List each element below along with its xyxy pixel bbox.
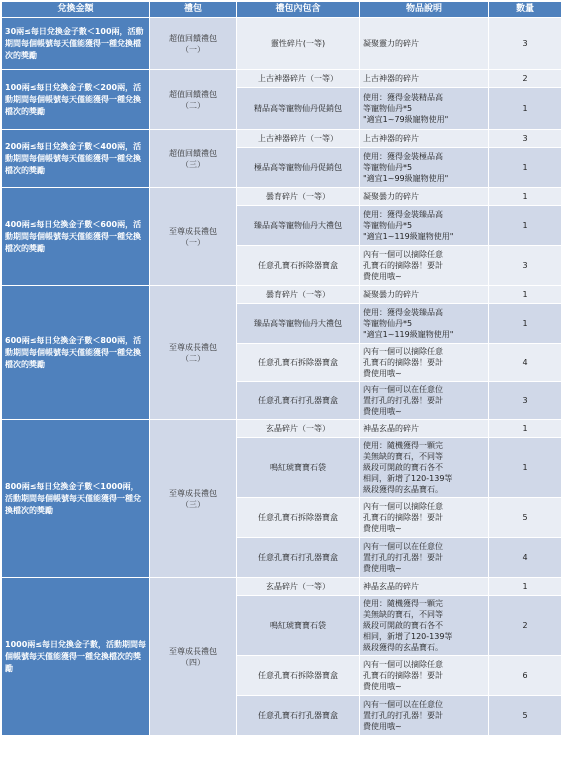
pack-name-line: （一） <box>181 237 205 247</box>
description-line: 神晶玄晶的碎片 <box>363 582 419 591</box>
item-name-cell: 曇育碎片（一等） <box>237 286 360 304</box>
tier-amount-cell: 600兩≤每日兌換金子數＜800兩，活動期間每個帳號每天僅能獲得一種兌換檔次的獎勵 <box>2 286 150 420</box>
header-quantity: 數量 <box>489 2 562 18</box>
description-line: 級段獲得的玄晶寶石。 <box>363 643 443 652</box>
pack-name-line: 至尊成長禮包 <box>169 342 217 352</box>
item-description-cell <box>360 498 489 538</box>
description-line: 級段可開啟的寶石各不 <box>363 621 443 630</box>
item-name-cell: 任意孔寶石拆除器寶盒 <box>237 656 360 696</box>
item-description-cell <box>360 148 489 188</box>
table-row <box>2 578 562 596</box>
item-description-cell <box>360 304 489 344</box>
item-name-cell: 靈性碎片(一等) <box>237 18 360 70</box>
pack-name-line: 超值回饋禮包 <box>169 89 217 99</box>
item-description-cell <box>360 438 489 498</box>
description-line: 費使用哦~ <box>363 564 402 573</box>
item-description-cell <box>360 578 489 596</box>
description-line: 置打孔的打孔器！要計 <box>363 396 443 405</box>
item-name-cell: 鳴紅琥寶寶石袋 <box>237 438 360 498</box>
item-name-cell: 任意孔寶石拆除器寶盒 <box>237 246 360 286</box>
description-line: 使用：獲得金裝臻品高 <box>363 308 443 317</box>
quantity-cell: 1 <box>489 304 562 344</box>
reward-table <box>1 1 562 736</box>
description-line: 內有一個可以在任意位 <box>363 542 443 551</box>
item-name-cell: 任意孔寶石拆除器寶盒 <box>237 344 360 382</box>
description-line: 等寵物仙丹*5 <box>363 221 413 230</box>
pack-name-line: 至尊成長禮包 <box>169 226 217 236</box>
description-line: 孔寶石的摘除器！要計 <box>363 513 443 522</box>
description-line: 置打孔的打孔器！要計 <box>363 711 443 720</box>
item-description-cell <box>360 656 489 696</box>
pack-name-line: 至尊成長禮包 <box>169 646 217 656</box>
description-line: 內有一個可以摘除任意 <box>363 250 443 259</box>
description-line: 費使用哦~ <box>363 682 402 691</box>
item-name-cell: 上古神器碎片（一等） <box>237 130 360 148</box>
quantity-cell: 6 <box>489 656 562 696</box>
item-name-cell: 任意孔寶石拆除器寶盒 <box>237 498 360 538</box>
item-description-cell <box>360 206 489 246</box>
item-description-cell <box>360 88 489 130</box>
table-row <box>2 286 562 304</box>
description-line: 上古神器的碎片 <box>363 74 419 83</box>
pack-name-line: （二） <box>181 100 205 110</box>
pack-name-line: （三） <box>181 499 205 509</box>
tier-amount-cell: 100兩≤每日兌換金子數＜200兩，活動期間每個帳號每天僅能獲得一種兌換檔次的獎勵 <box>2 70 150 130</box>
item-description-cell <box>360 696 489 736</box>
pack-name-cell <box>150 70 237 130</box>
quantity-cell: 2 <box>489 596 562 656</box>
description-line: 內有一個可以摘除任意 <box>363 660 443 669</box>
description-line: 上古神器的碎片 <box>363 134 419 143</box>
quantity-cell: 3 <box>489 18 562 70</box>
table-row <box>2 18 562 70</box>
description-line: 使用：獲得金裝臻品高 <box>363 210 443 219</box>
description-line: "適宜1~119級寵物使用" <box>363 232 454 241</box>
item-description-cell <box>360 420 489 438</box>
description-line: 凝聚曇力的碎片 <box>363 290 419 299</box>
item-name-cell: 臻品高等寵物仙丹大禮包 <box>237 206 360 246</box>
quantity-cell: 5 <box>489 498 562 538</box>
item-description-cell <box>360 538 489 578</box>
description-line: 孔寶石的摘除器！要計 <box>363 358 443 367</box>
table-row <box>2 130 562 148</box>
table-row <box>2 188 562 206</box>
item-description-cell <box>360 18 489 70</box>
item-description-cell <box>360 70 489 88</box>
description-line: 費使用哦~ <box>363 407 402 416</box>
item-description-cell <box>360 246 489 286</box>
header-pack: 禮包 <box>150 2 237 18</box>
pack-name-cell <box>150 188 237 286</box>
description-line: 置打孔的打孔器！要計 <box>363 553 443 562</box>
quantity-cell: 4 <box>489 538 562 578</box>
item-name-cell: 玄晶碎片（一等） <box>237 420 360 438</box>
quantity-cell: 3 <box>489 382 562 420</box>
item-name-cell: 玄晶碎片（一等） <box>237 578 360 596</box>
pack-name-line: 超值回饋禮包 <box>169 148 217 158</box>
item-name-cell: 任意孔寶石打孔器寶盒 <box>237 538 360 578</box>
header-row <box>2 2 562 18</box>
description-line: 內有一個可以在任意位 <box>363 700 443 709</box>
tier-amount-cell: 1000兩≤每日兌換金子數，活動期間每個帳號每天僅能獲得一種兌換檔次的獎勵 <box>2 578 150 736</box>
quantity-cell: 1 <box>489 206 562 246</box>
item-description-cell <box>360 344 489 382</box>
pack-name-line: （四） <box>181 657 205 667</box>
description-line: 相同，新增了120-139等 <box>363 474 453 483</box>
description-line: 內有一個可以在任意位 <box>363 385 443 394</box>
description-line: 孔寶石的摘除器！要計 <box>363 261 443 270</box>
table-row <box>2 70 562 88</box>
table-row <box>2 420 562 438</box>
quantity-cell: 1 <box>489 578 562 596</box>
tier-amount-cell: 400兩≤每日兌換金子數＜600兩，活動期間每個帳號每天僅能獲得一種兌換檔次的獎勵 <box>2 188 150 286</box>
description-line: "適宜1~119級寵物使用" <box>363 330 454 339</box>
pack-name-cell <box>150 420 237 578</box>
item-name-cell: 極品高等寵物仙丹促銷包 <box>237 148 360 188</box>
pack-name-cell <box>150 578 237 736</box>
description-line: 美無缺的寶石，不同等 <box>363 610 443 619</box>
pack-name-line: 超值回饋禮包 <box>169 33 217 43</box>
item-description-cell <box>360 188 489 206</box>
description-line: 相同，新增了120-139等 <box>363 632 453 641</box>
description-line: 級段獲得的玄晶寶石。 <box>363 485 443 494</box>
item-description-cell <box>360 382 489 420</box>
pack-name-line: 至尊成長禮包 <box>169 488 217 498</box>
tier-amount-cell: 800兩≤每日兌換金子數＜1000兩，活動期間每個帳號每天僅能獲得一種兌換檔次的獎勵 <box>2 420 150 578</box>
description-line: 神晶玄晶的碎片 <box>363 424 419 433</box>
item-description-cell <box>360 596 489 656</box>
item-description-cell <box>360 130 489 148</box>
quantity-cell: 1 <box>489 286 562 304</box>
item-name-cell: 精品高等寵物仙丹促銷包 <box>237 88 360 130</box>
description-line: 使用：隨機獲得一顆完 <box>363 441 443 450</box>
tier-amount-cell: 200兩≤每日兌換金子數＜400兩，活動期間每個帳號每天僅能獲得一種兌換檔次的獎勵 <box>2 130 150 188</box>
item-name-cell: 任意孔寶石打孔器寶盒 <box>237 382 360 420</box>
quantity-cell: 1 <box>489 420 562 438</box>
quantity-cell: 3 <box>489 246 562 286</box>
description-line: 凝聚曇力的碎片 <box>363 192 419 201</box>
description-line: "適宜1~99級寵物使用" <box>363 174 449 183</box>
tier-amount-cell: 30兩≤每日兌換金子數＜100兩，活動期間每個帳號每天僅能獲得一種兌換檔次的獎勵 <box>2 18 150 70</box>
item-name-cell: 曇育碎片（一等） <box>237 188 360 206</box>
description-line: 使用：獲得金裝極品高 <box>363 152 443 161</box>
pack-name-line: （一） <box>181 44 205 54</box>
quantity-cell: 1 <box>489 88 562 130</box>
pack-name-cell <box>150 286 237 420</box>
description-line: 等寵物仙丹*5 <box>363 163 413 172</box>
description-line: 孔寶石的摘除器！要計 <box>363 671 443 680</box>
item-name-cell: 鳴紅琥寶寶石袋 <box>237 596 360 656</box>
quantity-cell: 3 <box>489 130 562 148</box>
description-line: 等寵物仙丹*5 <box>363 104 413 113</box>
description-line: 費使用哦~ <box>363 722 402 731</box>
pack-name-cell <box>150 130 237 188</box>
quantity-cell: 1 <box>489 438 562 498</box>
description-line: 內有一個可以摘除任意 <box>363 347 443 356</box>
description-line: 使用：隨機獲得一顆完 <box>363 599 443 608</box>
item-name-cell: 上古神器碎片（一等） <box>237 70 360 88</box>
pack-name-cell <box>150 18 237 70</box>
header-amount: 兌換金額 <box>2 2 150 18</box>
item-name-cell: 任意孔寶石打孔器寶盒 <box>237 696 360 736</box>
description-line: 費使用哦~ <box>363 369 402 378</box>
quantity-cell: 5 <box>489 696 562 736</box>
description-line: 費使用哦~ <box>363 524 402 533</box>
description-line: 使用：獲得金裝精品高 <box>363 93 443 102</box>
pack-name-line: （三） <box>181 159 205 169</box>
item-name-cell: 臻品高等寵物仙丹大禮包 <box>237 304 360 344</box>
header-contents: 禮包內包含 <box>237 2 360 18</box>
quantity-cell: 4 <box>489 344 562 382</box>
description-line: 內有一個可以摘除任意 <box>363 502 443 511</box>
description-line: 凝聚靈力的碎片 <box>363 39 419 48</box>
header-description: 物品說明 <box>360 2 489 18</box>
description-line: 美無缺的寶石，不同等 <box>363 452 443 461</box>
description-line: 費使用哦~ <box>363 272 402 281</box>
quantity-cell: 2 <box>489 70 562 88</box>
description-line: "適宜1~79級寵物使用" <box>363 115 449 124</box>
description-line: 級段可開啟的寶石各不 <box>363 463 443 472</box>
item-description-cell <box>360 286 489 304</box>
quantity-cell: 1 <box>489 148 562 188</box>
pack-name-line: （二） <box>181 353 205 363</box>
description-line: 等寵物仙丹*5 <box>363 319 413 328</box>
quantity-cell: 1 <box>489 188 562 206</box>
